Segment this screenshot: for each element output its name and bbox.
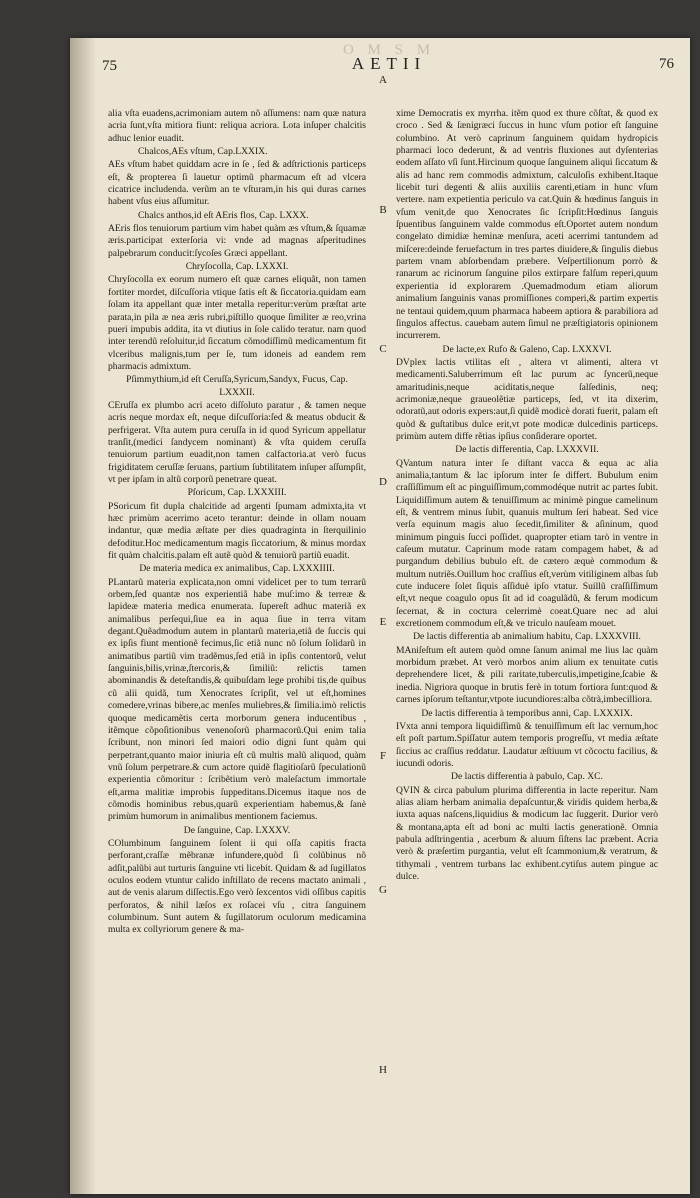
right-column	[396, 108, 658, 883]
paragraph: AEris flos tenuiorum partium vim habet quàm æs vſtum,& ſquamæ æris.participat exterſoria vi: vnde ad magnas aſperitudines palpebrarum conducit:ſycoſes Græci appellant.	[108, 223, 366, 259]
margin-letter-b: B	[379, 204, 387, 216]
paragraph: CEruſſa ex plumbo acri aceto diſſoluto paratur , & tamen neque acris neque mordax eſt, neque diſcuſſoria:ſed & meatus obducit & perfrigerat. Vſta autem pura ceruſſa in id quod Syricum appellatur tranſit,(medici ſandycem nominant) & vſta quidem ceruſſa tenuiorum partium euadit,non tamen calfactoria.at verò fucus frigiditatem ceruſſæ ſeruans, partium ſubtilitatem inſuper aſſumpſit, vt per ipſam in altũ corporũ penetrare queat.	[108, 399, 366, 485]
chapter-heading: Chalcos,AEs vſtum, Cap.LXXIX.	[138, 146, 268, 158]
bleed-through-text: O M S M	[342, 42, 436, 58]
running-head	[100, 42, 678, 74]
paragraph: MAniſeſtum eſt autem quòd omne ſanum animal me lius lac quàm morbidum præbet. At verò morbos anim alium ex tenuitate cutis deprehendere licet, & pili raritate,tuberculis,impetigine,ſcabie & inedia. Nigriora quoque in brutis ferè in totum fortiora ſunt:quod & carnes ipſorum teſtantur,vtpote iucundiores:alba cõtrà,imbecilliora.	[396, 644, 658, 706]
paragraph: COlumbinum ſanguinem ſolent ii qui oſſa capitis fracta perforant,craſſæ mẽbranæ infundere,quòd ſi colũbinus nõ adſit,palũbi aut turturis ſanguine vti licebit. Quidam & ad ſugillatos oculos eodem vtuntur calido inſtillato de recens mactato animali , aut de venis alarum diſſectis.Ego verò ſexcentos vidi oſſibus capitis perforatos, & nihil læſos ex roſacei vſu , citra ſanguinem columbinum. Sunt autem & ſugillatorum oculorum medicamina multa ex collyriorum genere & ma-	[108, 837, 366, 936]
chapter-heading: De lactis differentia à temporibus anni, Cap. LXXXIX.	[421, 707, 633, 719]
chapter-heading: De lactis differentia, Cap. LXXXVII.	[455, 444, 599, 456]
chapter-body: AEs vſtum habet quiddam acre in ſe , ſed & adſtrictionis particeps eſt, & propterea ſi lauetur optimũ pharmacum eſt ad vlcera cicatrice includenda. verũm an te vſturam,in his qui duras carnes habent vſus eius aſſumitur.	[108, 159, 366, 208]
paragraph: IVxta anni tempora liquidiſſimũ & tenuiſſimum eſt lac vernum,hoc eſt poſt partum.Spiſſatur autem temporis progreſſu, vt media æſtate ſiccius ac craſſius reddatur. Laudatur æſtiuum vt cõcoctu facilius, & iucundi odoris.	[396, 720, 658, 769]
chapter-heading: De materia medica ex animalibus, Cap. LXXXIIII.	[139, 563, 335, 575]
paragraph: xime Democratis ex myrrha. itẽm quod ex thure cõſtat, & quod ex croco . Sed & ſænigræci ſuccus in hunc vſum potior eſt ſanguine columbino. At verò caprinum ſanguinem quidam hydropicis pharmaci loco dederunt, & ad ventris fluxiones aut dyſenterias eodem aſſato vſi ſunt.Hircinum quoque ſanguinem aliqui ſiccatum & alis ad hanc rem commodis admixtum, calculoſis exhibent.Itaque licebit turi degenti & aliis auxiliis carenti,etiam in hunc vſum vertere. nam expetientia periculo va cat.Quin & hœdinus ſanguis in vſum venit,de quo Xenocrates ſic ſcripſit:Hœdinus ſanguis ſpuentibus ſanguinem valde commodus eſt.Oportet autem nondum congelato dimidiæ heminæ menſura, aceti acerrimi tantundem ad miſcere:deinde feruefactum in tres partes diuidere,& ſingulis diebus partem vnam abſorbendam præbere. Veſpertilionum porrò & ranarum ac ricinorum ſanguine pilos extirpare falſum reperi,quum experientia id explorarem .Quemadmodum etiam aliorum animalium ſanguinis vanas promiſſiones comperi,& partim expertis ne tentaui quidem,quum pharmaca habeem aptiora & parabiliora ad ſingulos affectus. cauebam autem ſimul ne præſtigiatoris opinionem incurrerem.	[396, 108, 658, 342]
margin-letter-f: F	[379, 750, 387, 762]
paragraph: PLantarũ materia explicata,non omni videlicet per to tum terrarũ orbem,ſed quantæ nos experientiã habe muſ:imo & terreæ & lapideæ materia medica enumerata. ſupereſt adhuc materiã ex animalibus perſequi,ſiue ea in aqua ſiue in terra vitam degant.Quẽadmodum autem in plantarũ materia,etiã de ſuccis qui ex ipſis fiunt mentionẽ fecimus,ſic etiã nunc nõ ſolum ſolidarũ in animatibus partiũ vim tradẽmus,ſed etiã in ipſis contentorũ, velut ſanguinis,bilis,vrinæ,ſtercoris,& ſimiliũ: relictis tamen abominandis & deteſtandis,& quibuſdam lege prohibi tis,de quibus cũ alii quidã, tum Xenocrates ſcripſit, vel ut eſt,homines comedere,vrinas bibere,ac menſes muliebres,& ſimilia.imò relictis quoque medicamẽtis certa morborum genera inducentibus , itẽmque cõpoſitionibus venenoſorũ pharmacorũ.Qui enim talia ſcribunt, non minori ſed maiori odio digni ſunt quàm qui perpetrant,quanto maior iniuria eſt cũ multis malũ aliquod, quàm vnũ ſolum perpetrare.& cum actore quidẽ flagitioſarũ ſpeculationũ experientia cõmoritur : ſcribẽtium verò maleſactum immortale eſt,arma malitiæ improbis ſuppeditans.Dicemus itaque nos de cõmodis hominibus rebus,quarũ experientiam habemus,& ſanè primùm humorum in animalibus mentionem faciemus.	[108, 576, 366, 823]
chapter-heading: De lactis differentia à pabulo, Cap. XC.	[451, 771, 603, 783]
chapter-heading: Pſoricum, Cap. LXXXIII.	[187, 487, 287, 499]
chapter-heading: De ſanguine, Cap. LXXXV.	[183, 824, 291, 836]
paragraph: Chryſocolla ex eorum numero eſt quæ carnes eliquãt, non tamen fortiter mordet, diſcuſſoria vtique ſatis eſt & ſiccatoria.quidam eam ſolam ita appellant quæ inter metalla reperitur:verùm præſtat arte parata,in pila æ nea æris rubri,piſtillo quoque ſimiliter æ reo,vrina pueri impubis addita, ita vt diutius in ſole calido teratur. nam quod inter terendũ reſoluitur,id ſiccatum cõmodiſſimũ medicamentum fit vlceribus malignis,tum per ſe, tum idoneis ad eandem rem pharmacis admixtum.	[108, 274, 366, 372]
gutter-shadow	[70, 38, 96, 1194]
margin-letter-e: E	[379, 616, 387, 628]
margin-letter-c: C	[379, 343, 387, 355]
chapter-heading: De lacte,ex Rufo & Galeno, Cap. LXXXVI.	[442, 343, 612, 355]
page-number-left: 75	[102, 58, 117, 74]
running-title: AETII	[351, 54, 427, 73]
paragraph	[108, 159, 366, 208]
paragraph: QVIN & circa pabulum plurima differentia in lacte reperitur. Nam alias aliam herbam animalia depaſcuntur,& viridis quidem herba,& iuxta aquas naſcens,liquidius & modicum lac ſuggerit. Durior verò & montana,apta eſt ad boni ac multi lactis generationẽ. Omnia pabula adſtringentia , acerbum & aluum ſiſtens lac præbent. Acria verò & præſertim purgantia, velut eſt ſcammonium,& veratrum, & tithymali , ventrem turbans lac exhibent.cytiſus autem pingue ac dulce.	[396, 784, 658, 882]
margin-letter-h: H	[379, 1064, 387, 1076]
chapter-heading: Chryſocolla, Cap. LXXXI.	[185, 261, 289, 273]
chapter-heading: De lactis differentia ab animalium habitu, Cap. LXXXVIII.	[413, 631, 641, 643]
margin-letter-g: G	[379, 884, 387, 896]
book-page	[70, 38, 690, 1194]
margin-letter-a: A	[379, 74, 387, 86]
paragraph: DVplex lactis vtilitas eſt , altera vt alimenti, altera vt medicamenti.Saluberrimum eſt lac purum ac ſyncerũ,neque amaritudinis,neque aciditatis,neque ſalſedinis, neq; acrimoniæ,neque graueolẽtiæ particeps, ſed, vt ita dixerim, odoratũ,aut odoris expers:aut,ſi quidẽ modicè dorati fuerit, palam eſt quòd & guſtatibus dulce erit,vt pote modicæ dulcedinis particeps. primùm autem diffe rẽtias ipſius conſiderare oportet.	[396, 356, 658, 442]
page-number-right: 76	[659, 56, 674, 72]
paragraph: alia vſta euadens,acrimoniam autem nõ aſſumens: nam quæ natura acria ſunt,vſta mitiora fiunt: reliqua acriora. Lota inſuper chalcitis adhuc lenior euadit.	[108, 108, 366, 144]
chapter-heading: Chalcs anthos,id eſt AEris flos, Cap. LXXX.	[138, 209, 309, 221]
margin-letter-d: D	[379, 476, 387, 488]
left-column	[108, 108, 366, 937]
chapter-heading: Pſimmythium,id eſt Ceruſſa,Syricum,Sandyx, Fucus, Cap. LXXXII.	[126, 374, 348, 398]
paragraph: QVantum natura inter ſe diſtant vacca & equa ac alia animalia,tantum & lac ipſorum inter ſe differt. Bubulum enim craſſiſſimum eſt ac pinguiſſimum,commodéque nutrit ac partes ſubit. Liquidiſſimum autem & tenuiſſimum ac minimè pingue camelinum eſt, & ventrem minus ſubit, quanuis multum ſeri habeat. Sed vice verſa equinum magis aluo ſecedit,ſimiliter & aſininum, quod minimum pinguis ſucci poſſidet. quapropter etiam tarò in ventre in caſeum mutatur. Caprinum mode ratam compagem habet, & ad purgandum debilius bubulo eſt. de cætero æquè commodum & multum nutriẽs.Ouillum hoc craſſius eſt,verùm vitiliginem albas ſub cute inducere ſolet ſiquis aſſiduè ipſo vtatur. Suillũ craſſiſſimum eſt,vt neque coagulo opus ſit ad id coagulãdũ, & ferum modicum ſecernat, & in coctura celerrimè coeat.Quare nec ad alui excretionem commodum eſt,& ve triculo nauſeam mouet.	[396, 457, 658, 630]
paragraph: PSoricum fit dupla chalcitide ad argenti ſpumam admixta,ita vt hæc primùm acerrimo aceto terantur: deinde in ollam nouam indantur, quæ media æſtate per dies quadraginta in ſterquilinio defoditur.Hoc medicamentum magis ſiccatorium, & minus mordax fit quàm chalcitis.palam eſt autẽ quòd & tenuiorũ partiũ euadit.	[108, 500, 366, 562]
